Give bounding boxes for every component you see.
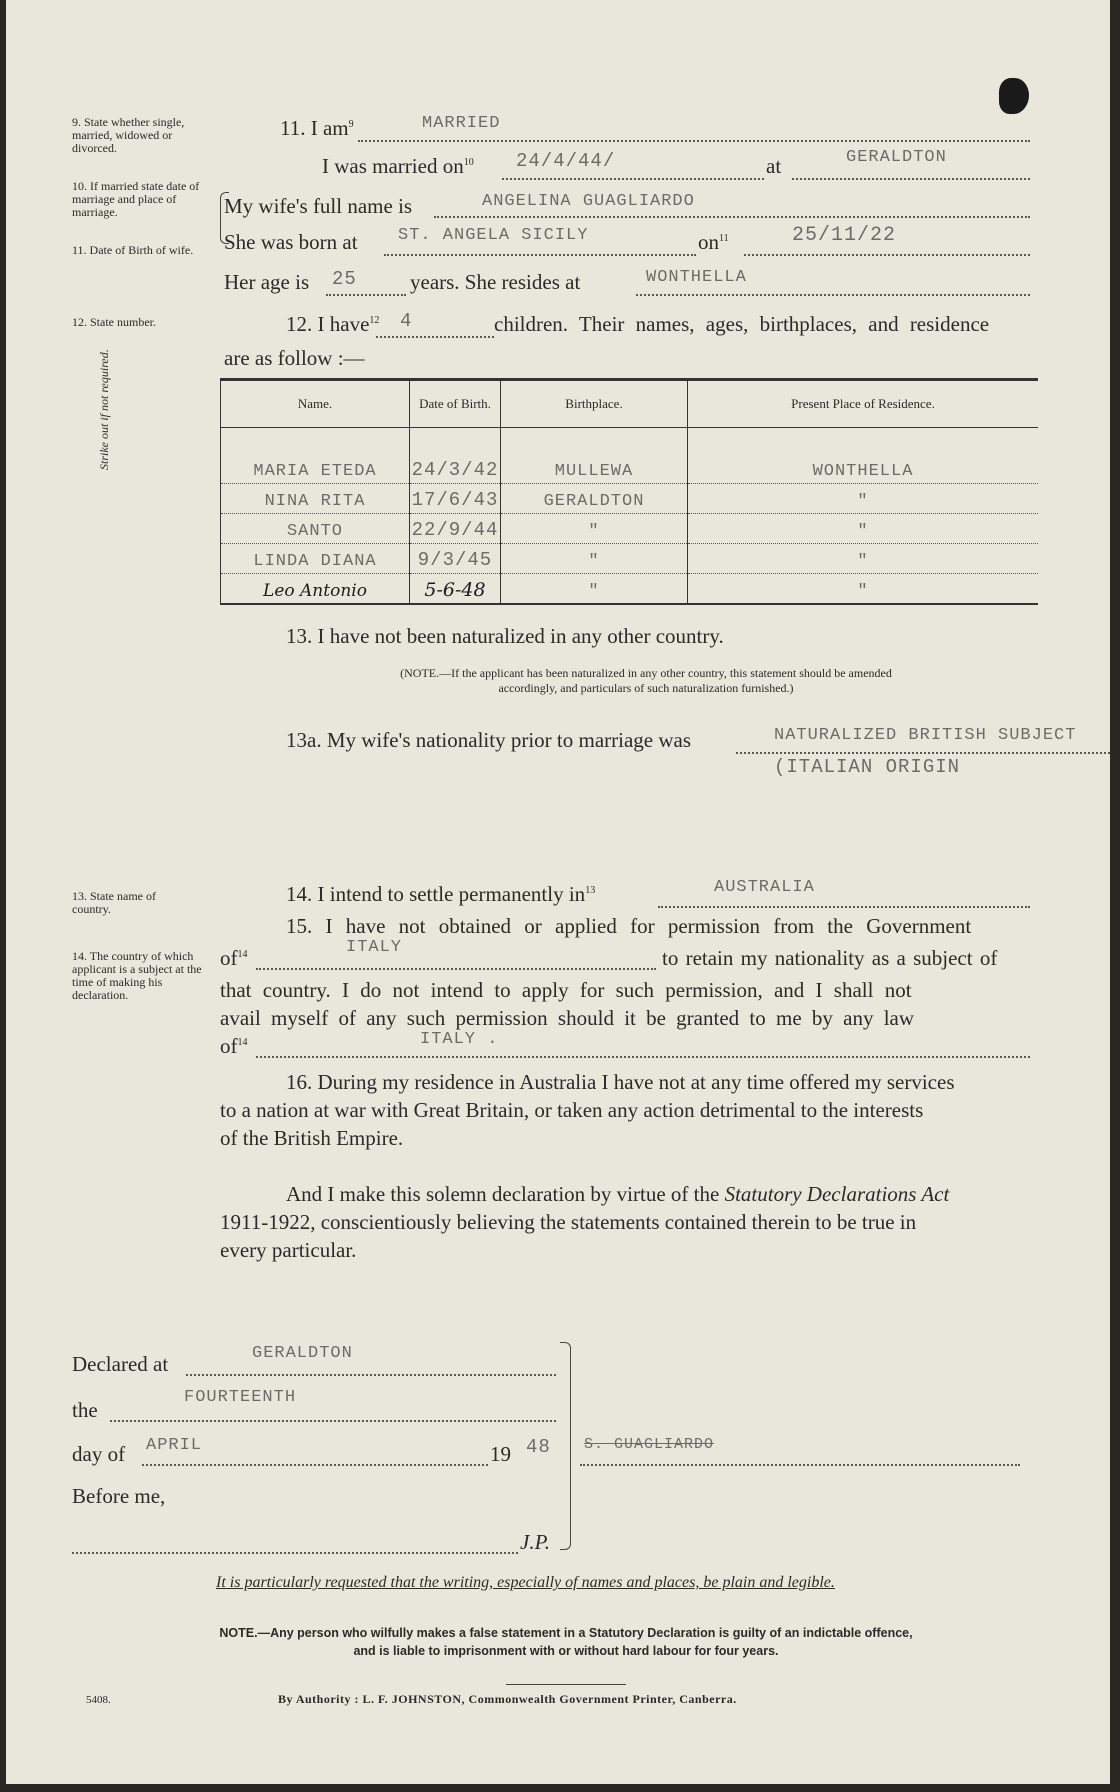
- child-birthplace: MULLEWA: [501, 428, 688, 484]
- declared-at-line: [186, 1374, 556, 1376]
- marriage-date: 24/4/44/: [516, 150, 616, 172]
- naturalized-note-1: (NOTE.—If the applicant has been naturalized in any other country, this statement should be amended: [400, 666, 892, 680]
- wife-residence: WONTHELLA: [646, 268, 747, 287]
- wife-age-line: [326, 294, 406, 296]
- child-name: SANTO: [221, 514, 410, 544]
- s15-country-line: [256, 968, 656, 970]
- child-dob: 24/3/42: [410, 428, 501, 484]
- wife-nationality-label: 13a. My wife's nationality prior to marriage was: [286, 728, 692, 752]
- day-value: FOURTEENTH: [184, 1388, 297, 1407]
- wife-residence-line: [636, 294, 1030, 296]
- status-line: [358, 140, 1030, 142]
- child-dob: 5-6-48: [410, 574, 501, 604]
- child-residence: ": [688, 484, 1039, 514]
- month: APRIL: [146, 1436, 203, 1455]
- age-label: Her age is: [224, 270, 310, 294]
- margin-note-10: 10. If married state date of marriage and place of marriage.: [72, 179, 200, 219]
- printer-authority: By Authority : L. F. JOHNSTON, Commonwealth Government Printer, Canberra.: [278, 1692, 737, 1706]
- child-residence: ": [688, 514, 1039, 544]
- child-name: LINDA DIANA: [221, 544, 410, 574]
- margin-note-14: 14. The country of which applicant is a subject at the time of making his declaration.: [72, 949, 202, 1002]
- marriage-place: GERALDTON: [846, 148, 947, 167]
- wife-nationality: NATURALIZED BRITISH SUBJECT: [774, 726, 1077, 745]
- table-row: [221, 574, 1039, 604]
- legibility-request: It is particularly requested that the writing, especially of names and places, be plain and legible.: [216, 1574, 835, 1591]
- child-dob: 22/9/44: [410, 514, 501, 544]
- wife-birthplace-line: [384, 254, 696, 256]
- settle-label: 14. I intend to settle permanently $in^{13}$: [286, 882, 596, 906]
- day-of-label: day of: [72, 1442, 126, 1466]
- follow-text: are as follow :—: [224, 346, 365, 370]
- s16-line-3: of the British Empire.: [220, 1126, 404, 1150]
- children-count-label: 12. I have$^{12}$: [286, 312, 380, 336]
- s15-country-2: ITALY .: [420, 1030, 499, 1049]
- child-name: MARIA ETEDA: [221, 428, 410, 484]
- s15-country-1: ITALY: [346, 938, 403, 957]
- jp-line: [72, 1552, 518, 1554]
- s15-line-1: 15. I have not obtained or applied for permission from the Government: [286, 914, 972, 938]
- wife-nationality-line: [736, 752, 1110, 754]
- child-residence: ": [688, 544, 1039, 574]
- child-dob: 9/3/45: [410, 544, 501, 574]
- marriage-place-line: [792, 178, 1030, 180]
- declaration-line-3: every particular.: [220, 1238, 357, 1262]
- margin-note-13: 13. State name of country.: [72, 889, 156, 916]
- wife-age: 25: [332, 268, 357, 290]
- month-line: [142, 1464, 488, 1466]
- before-me: Before me,: [72, 1484, 166, 1508]
- table-row: [221, 484, 1039, 514]
- ink-blot: [999, 78, 1029, 114]
- s15-of-label: $of^{14}$: [220, 946, 248, 970]
- children-text: children. Their names, ages, birthplaces, and residence: [494, 312, 990, 336]
- authority-rule: [506, 1684, 626, 1685]
- declaration-line-1: And I make this solemn declaration by virtue of the Statutory Declarations Act: [286, 1182, 950, 1206]
- false-statement-note-2: and is liable to imprisonment with or without hard labour for four years.: [353, 1644, 779, 1658]
- wife-name-label: My wife's full name is: [224, 194, 413, 218]
- settle-country: AUSTRALIA: [714, 878, 815, 897]
- strike-out-note: Strike out if not required.: [97, 349, 111, 470]
- day-line: [110, 1420, 556, 1422]
- child-birthplace: ": [501, 514, 688, 544]
- col-name: Name.: [221, 380, 410, 428]
- signature-bracket: [560, 1342, 571, 1550]
- s15-retain-text: to retain my nationality as a subject of: [662, 946, 998, 970]
- children-table: [220, 378, 1038, 605]
- declared-at: GERALDTON: [252, 1344, 353, 1363]
- child-residence: ": [688, 574, 1039, 604]
- year-suffix: 48: [526, 1436, 551, 1458]
- s15-of2-label: $of^{14}$: [220, 1034, 248, 1058]
- col-dob: Date of Birth.: [410, 380, 501, 428]
- wife-dob: 25/11/22: [792, 224, 897, 247]
- form-number: 5408.: [86, 1694, 111, 1706]
- marriage-date-line: [502, 178, 764, 180]
- s16-line-1: 16. During my residence in Australia I have not at any time offered my services: [286, 1070, 955, 1094]
- the-label: the: [72, 1398, 98, 1422]
- table-row: [221, 514, 1039, 544]
- table-row: [221, 544, 1039, 574]
- years-label: years. She resides at: [410, 270, 581, 294]
- wife-name: ANGELINA GUAGLIARDO: [482, 192, 695, 211]
- s15-line-4: avail myself of any such permission should it be granted to me by any law: [220, 1006, 915, 1030]
- child-birthplace: GERALDTON: [501, 484, 688, 514]
- wife-birthplace: ST. ANGELA SICILY: [398, 226, 589, 245]
- margin-note-12: 12. State number.: [72, 315, 156, 329]
- col-residence: Present Place of Residence.: [791, 396, 935, 411]
- child-name: NINA RITA: [221, 484, 410, 514]
- marital-status: MARRIED: [422, 114, 501, 133]
- margin-note-9: 9. State whether single, married, widowed or divorced.: [72, 115, 185, 155]
- wife-dob-line: [744, 254, 1030, 256]
- child-birthplace: ": [501, 574, 688, 604]
- declared-at-label: Declared at: [72, 1352, 169, 1376]
- on-label: $on^{11}$: [698, 230, 729, 254]
- jp-label: J.P.: [520, 1530, 550, 1554]
- child-name: Leo Antonio: [221, 574, 410, 604]
- margin-note-11: 11. Date of Birth of wife.: [72, 243, 194, 257]
- s16-line-2: to a nation at war with Great Britain, or taken any action detrimental to the interests: [220, 1098, 924, 1122]
- s15-line-3: that country. I do not intend to apply for such permission, and I shall not: [220, 978, 912, 1002]
- wife-name-line: [434, 216, 1030, 218]
- naturalized-note-2: accordingly, and particulars of such naturalization furnished.): [498, 681, 794, 695]
- table-row: [221, 428, 1039, 484]
- children-count-line: [376, 336, 494, 338]
- year-prefix: 19: [490, 1442, 511, 1466]
- married-on-label: I was married $on^{10}$: [322, 154, 474, 178]
- child-dob: 17/6/43: [410, 484, 501, 514]
- i-am-label: 11. I $am^9$: [280, 116, 354, 140]
- s15-country2-line: [256, 1056, 1030, 1058]
- false-statement-note-1: NOTE.—Any person who wilfully makes a false statement in a Statutory Declaration is guilty of an indictable offence,: [219, 1626, 913, 1640]
- children-count: 4: [400, 310, 413, 332]
- signature: S. GUAGLIARDO: [584, 1436, 715, 1453]
- declaration-page: [6, 0, 1110, 1784]
- naturalized-statement: 13. I have not been naturalized in any other country.: [286, 624, 724, 648]
- child-birthplace: ": [501, 544, 688, 574]
- at-label: at: [766, 154, 782, 178]
- settle-country-line: [658, 906, 1030, 908]
- signature-line: [580, 1464, 1020, 1466]
- col-birthplace: Birthplace.: [501, 380, 688, 428]
- child-residence: WONTHELLA: [688, 428, 1039, 484]
- declaration-line-2: 1911-1922, conscientiously believing the statements contained therein to be true in: [220, 1210, 917, 1234]
- born-at-label: She was born at: [224, 230, 358, 254]
- wife-nationality-origin: (ITALIAN ORIGIN: [774, 756, 961, 778]
